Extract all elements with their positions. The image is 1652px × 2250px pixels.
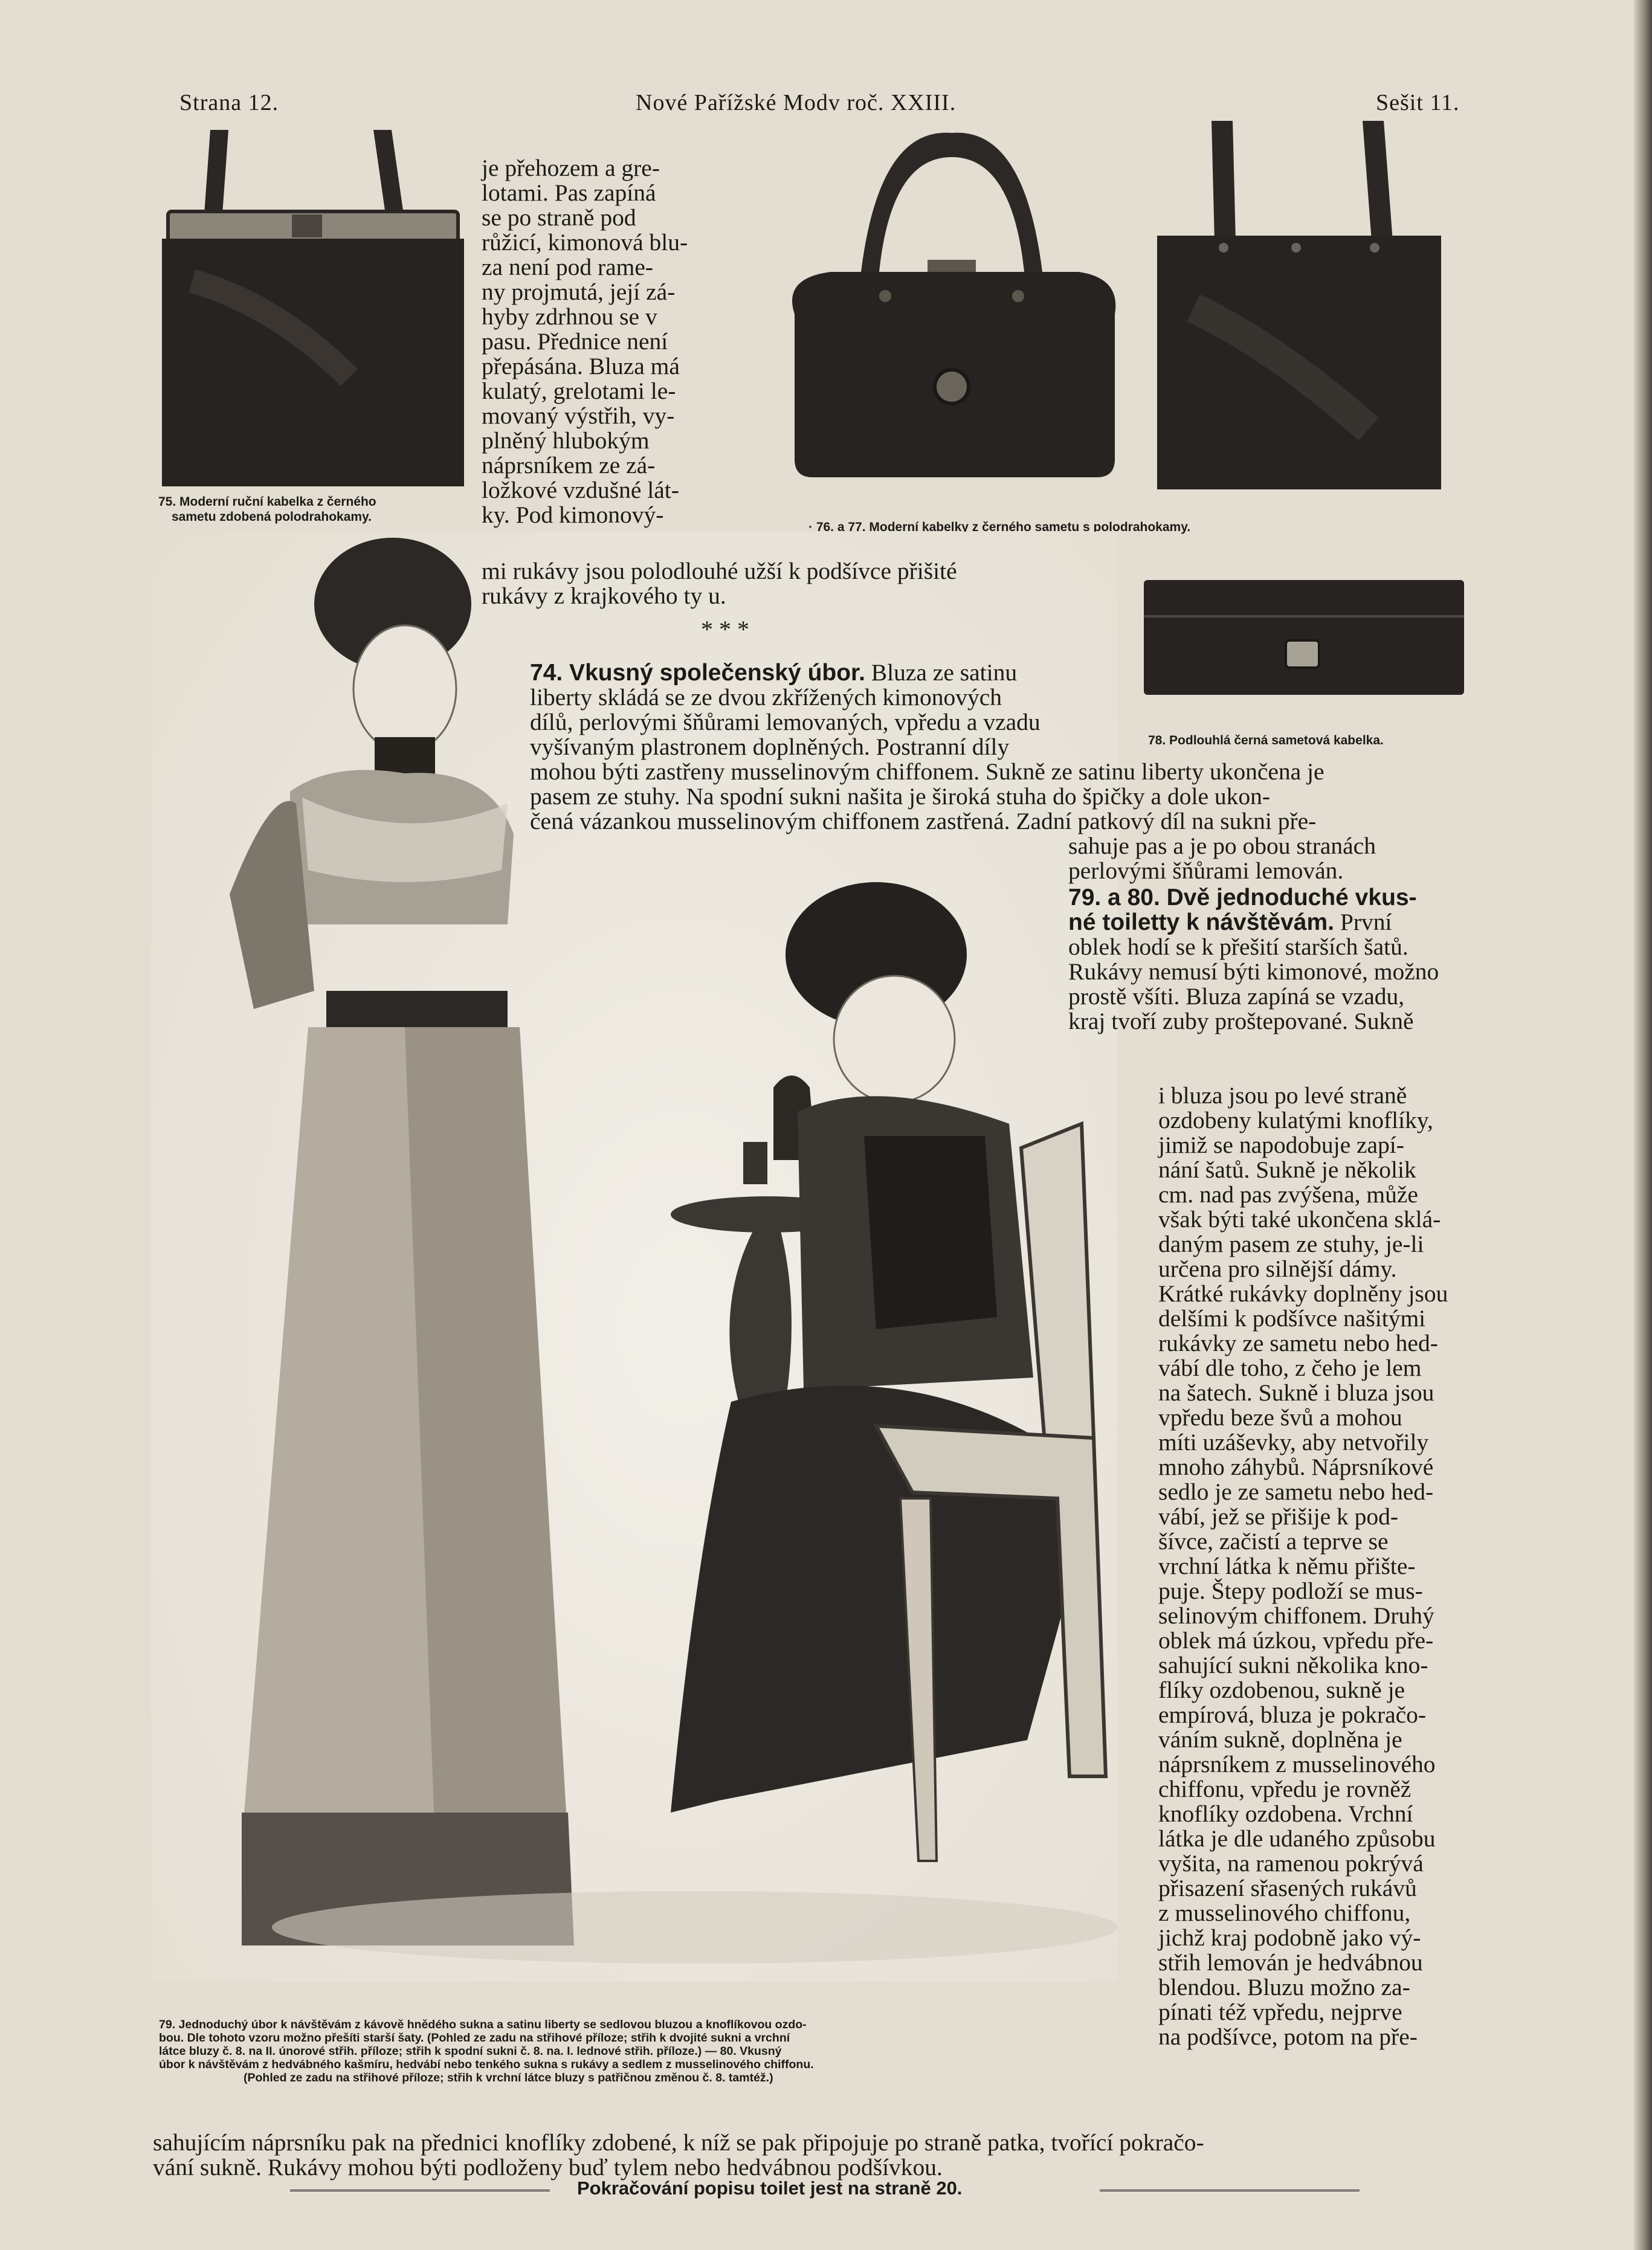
closing-paragraph: sahujícím náprsníku pak na přednici knoflíky zdobené, k níž se pak připojuje po straně patka, tvořící pokračo- vání sukně. Rukávy mohou býti podloženy buď tylem nebo hedvábnou podšívkou. — [153, 2129, 1204, 2181]
paragraph-79-80: 79. a 80. Dvě jednoduché vkus- né toiletty k návštěvám. První oblek hodí se k přešití starších šatů. Rukávy nemusí býti kimonové, možno prostě všíti. Bluza zapíná se vzadu, kraj tvoří zuby proštepované. Sukně — [1068, 885, 1439, 1034]
issue-number: Sešit 11. — [1376, 90, 1460, 115]
caption-78: 78. Podlouhlá černá sametová kabelka. — [1148, 733, 1384, 747]
handbag-76-illustration — [758, 121, 1151, 483]
paragraph-79-80-column: i bluza jsou po levé straně ozdobeny kulatými knoflíky, jimiž se napodobuje zapí- nání šatů. Sukně je několik cm. nad pas zvýšena, může však býti také ukončena sklá- daným pasem ze stuhy, je-li určena pro silnější dámy. Krátké rukávky doplněny jsou delšími k podšívce našitými rukávky ze sametu nebo hed- vábí dle toho, z čeho je lem na šatech. Sukně i bluza jsou vpředu beze švů a mohou míti uzáševky, aby netvořily mnoho záhybů. Náprsníkové sedlo je ze sametu nebo hed- vábí, jež se přišije k pod- šívce, začistí a teprve se vrchní látka k němu přište- puje. Štepy podloží se mus- selinovým chiffonem. Druhý oblek má úzkou, vpředu pře- sahující sukni několika kno- flíky ozdobenou, sukně je empírová, bluza je pokračo- váním sukně, doplněna je náprsníkem z musselinového chiffonu, vpředu je rovněž knoflíky ozdobena. Vrchní látka je dle udaného způsobu vyšita, na ramenou pokrývá přisazení sřasených rukávů z musselinového chiffonu, jichž kraj podobně jako vý- střih lemován je hedvábnou blendou. Bluzu možno za- pínati též vpředu, nejprve na podšívce, potom na pře- — [1158, 1082, 1448, 2050]
heading-74: 74. Vkusný společenský úbor. — [530, 660, 865, 686]
rule-right — [1100, 2190, 1360, 2191]
paragraph-74-wide: mohou býti zastřeny musselinovým chiffonem. Sukně ze satinu liberty ukončena je pasem ze stuhy. Na spodní sukni našita je široká stuha do špičky a dole ukon- čená vázankou musselinovým chiffonem zastřená. Zadní patkový díl na sukni pře- — [530, 758, 1325, 834]
handbag-78-illustration — [1141, 577, 1467, 698]
heading-79-80: 79. a 80. Dvě jednoduché vkus- — [1068, 885, 1417, 911]
continuation-note: Pokračování popisu toilet jest na straně 20. — [577, 2177, 963, 2199]
page-number: Strana 12. — [179, 90, 279, 115]
section-separator-stars: * * * — [701, 616, 749, 643]
handbag-75-illustration — [156, 124, 470, 492]
intro-wide-text: mi rukávy jsou polodlouhé užší k podšívce přišité rukávy z krajkového ty u. — [482, 558, 957, 609]
handbag-77-illustration — [1151, 115, 1447, 495]
paragraph-74-tail: sahuje pas a je po obou stranách perlovými šňůrami lemován. — [1068, 833, 1376, 884]
magazine-title: Nové Pařížské Modv roč. XXIII. — [636, 90, 957, 115]
caption-75: 75. Moderní ruční kabelka z černého sametu zdobená polodrahokamy. — [158, 495, 376, 524]
paragraph-74: 74. Vkusný společenský úbor. Bluza ze satinu liberty skládá se ze dvou zkřížených kimonových dílů, perlovými šňůrami lemovaných, vpředu a vzadu vyšívaným plastronem doplněných. Postranní díly — [530, 659, 1041, 760]
caption-79-80: 79. Jednoduchý úbor k návštěvám z kávově hnědého sukna a satinu liberty se sedlovou bluzou a knoflíkovou ozdo- bou. Dle tohoto vzoru možno přešíti starší šaty. (Pohled ze zadu na střihové příloze; střih k dvojité sukni a vrchní látce bluzy č. 8. na II. únorové střih. příloze; střih k spodní sukni č. 8. na. I. lednové střih. příloze.) — 80. Vkusný úbor k návštěvám z hedvábného kašmíru, hedvábí nebo tenkého sukna s rukávy a sedlem z musselinového chiffonu. (Pohled ze zadu na střihové příloze; střih k vrchní látce bluzy s patřičnou změnou č. 8. tamtéž.) — [159, 2018, 814, 2084]
intro-column-text: je přehozem a gre- lotami. Pas zapíná se po straně pod růžicí, kimonová blu- za není pod rame- ny projmutá, její zá- hyby zdrhnou se v pasu. Přednice není přepásána. Bluza má kulatý, grelotami le- movaný výstřih, vy- plněný hlubokým náprsníkem ze zá- ložkové vzdušné lát- ky. Pod kimonový- — [482, 155, 688, 528]
page-edge — [1634, 0, 1652, 2250]
caption-76-77: · 76. a 77. Moderní kabelky z černého sametu s polodrahokamy. — [808, 520, 1191, 534]
rule-left — [290, 2190, 550, 2191]
